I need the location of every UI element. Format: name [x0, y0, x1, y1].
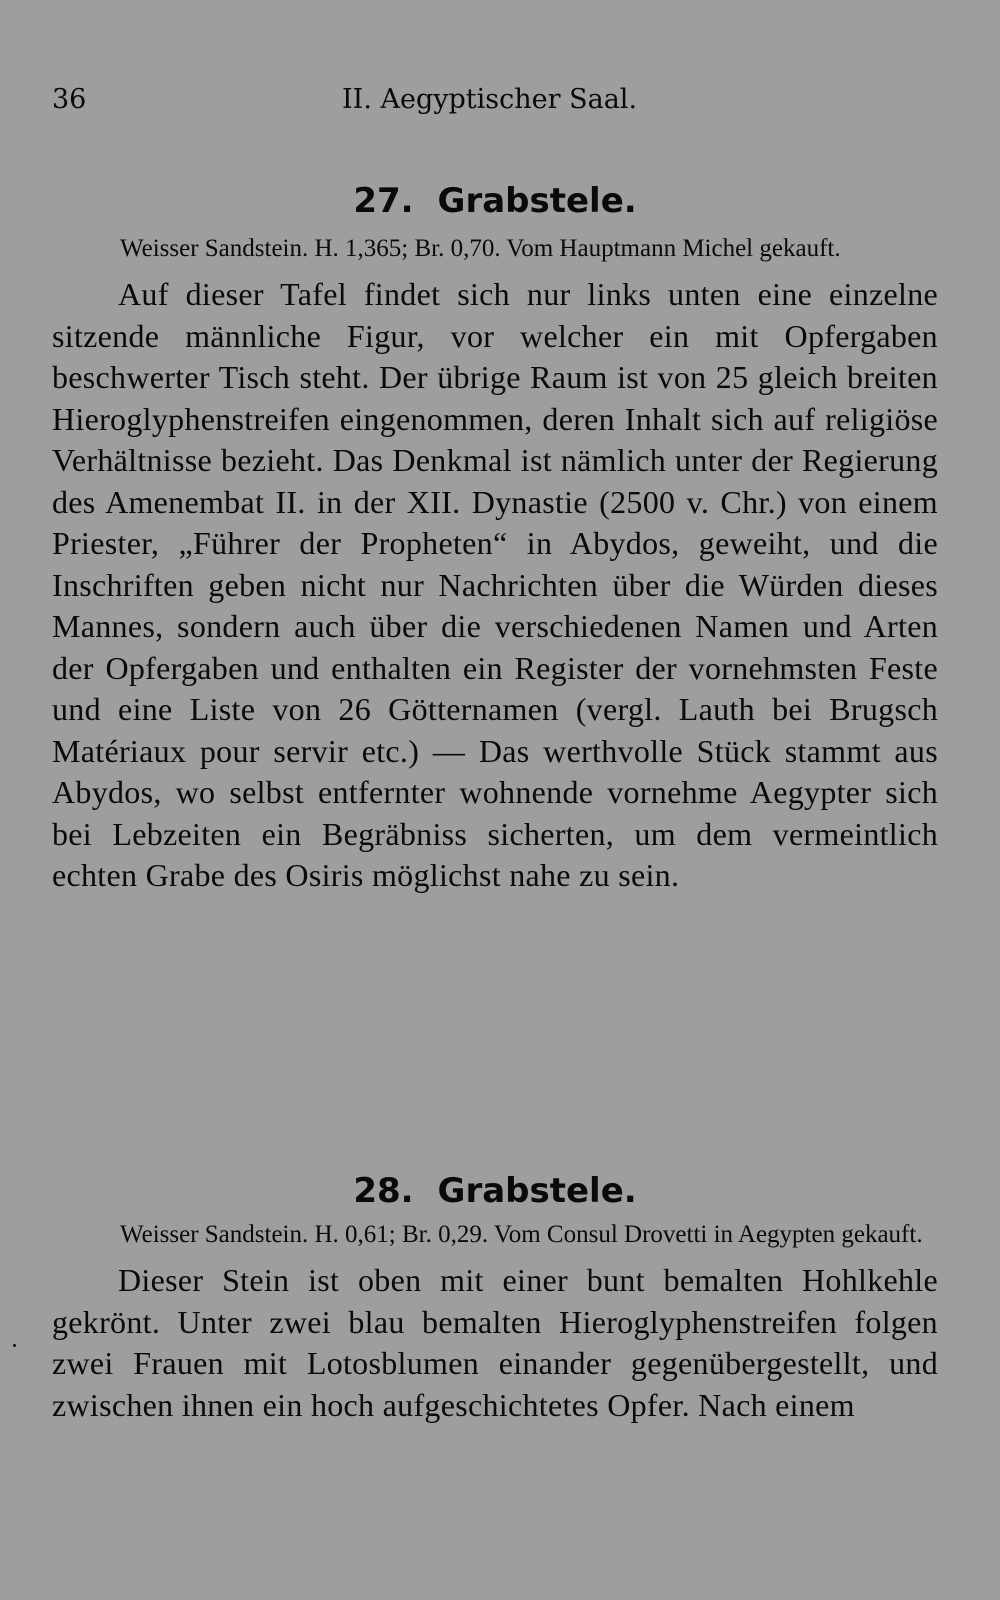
page-number: 36	[52, 84, 87, 115]
entry-heading	[52, 178, 938, 228]
entry-title: Grabstele.	[437, 181, 637, 221]
catalog-entry-28	[52, 1168, 938, 1426]
entry-meta: Weisser Sandstein. H. 0,61; Br. 0,29. Vom Consul Drovetti in Aegypten gekauft.	[120, 1221, 923, 1248]
running-head	[52, 84, 938, 124]
running-title: II. Aegyptischer Saal.	[342, 84, 638, 115]
catalog-entry-27	[52, 178, 938, 897]
entry-heading	[52, 1168, 938, 1218]
book-page	[52, 0, 938, 1600]
entry-title: Grabstele.	[437, 1171, 637, 1211]
entry-body: Auf dieser Tafel findet sich nur links unten eine einzelne sitzende männliche Figur, vor welcher ein mit Opfergaben beschwerter Tisch steht. Der übrige Raum ist von 25 gleich breiten Hieroglyphenstreifen eingenommen, deren Inhalt sich auf religiöse Verhältnisse bezieht. Das Denkmal ist nämlich unter der Regierung des Amenembat II. in der XII. Dynastie (2500 v. Chr.) von einem Priester, „Führer der Propheten“ in Abydos, geweiht, und die Inschriften geben nicht nur Nachrichten über die Würden dieses Mannes, sondern auch über die verschiedenen Namen und Arten der Opfergaben und enthalten ein Register der vornehmsten Feste und eine Liste von 26 Götternamen (vergl. Lauth bei Brugsch Matériaux pour servir etc.) — Das werthvolle Stück stammt aus Abydos, wo selbst entfernter wohnende vornehme Aegypter sich bei Lebzeiten ein Begräbniss sicherten, um dem vermeintlich echten Grabe des Osiris möglichst nahe zu sein.	[52, 276, 938, 893]
entry-number: 27.	[353, 181, 414, 221]
entry-meta: Weisser Sandstein. H. 1,365; Br. 0,70. Vom Hauptmann Michel gekauft.	[120, 235, 841, 262]
entry-body: Dieser Stein ist oben mit einer bunt bemalten Hohlkehle gekrönt. Unter zwei blau bemalten Hieroglyphenstreifen folgen zwei Frauen mit Lotosblumen einander gegenübergestellt, und zwischen ihnen ein hoch aufgeschichtetes Opfer. Nach einem	[52, 1262, 938, 1423]
entry-number: 28.	[353, 1171, 414, 1211]
ink-speck	[13, 1344, 16, 1347]
